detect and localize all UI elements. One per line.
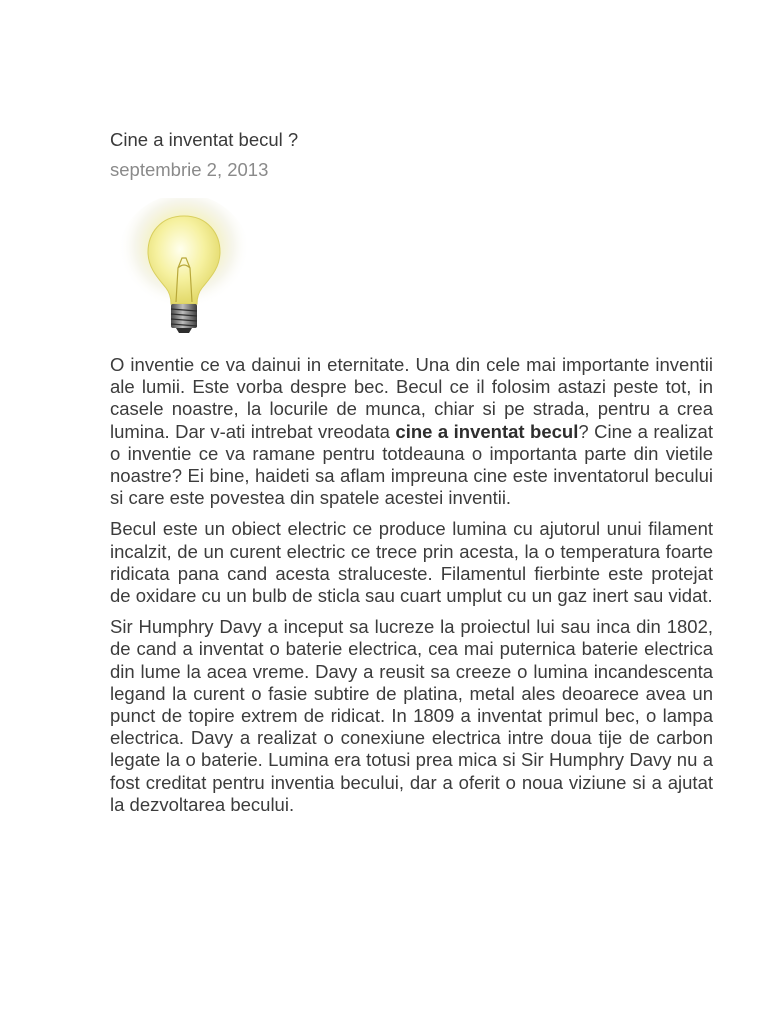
post-title[interactable]: Cine a inventat becul ? bbox=[110, 129, 299, 150]
paragraph-definition: Becul este un obiect electric ce produce lumina cu ajutorul unui filament incalzit, de un curent electric ce trece prin acesta, la o temperatura foarte ridicata pana cand acesta straluceste. Filamentul fierbinte este protejat de oxidare cu un bulb de sticla sau cuart umplut cu un gaz inert sau vidat. bbox=[110, 518, 713, 607]
paragraph-text: O inventie ce va dainui in eternitate. Una din cele mai importante inventii ale lumii. Este vorba despre bec. Becul ce il folosim astazi peste tot, in casele noastre, la locurile de munca, chiar si pe strada, pentru a crea lumina. Dar v-ati intrebat vreodata bbox=[110, 354, 713, 442]
post-date: septembrie 2, 2013 bbox=[110, 159, 269, 180]
post-content bbox=[110, 354, 713, 816]
post-image bbox=[120, 198, 260, 338]
light-bulb-icon bbox=[120, 198, 260, 338]
bold-keyword: cine a inventat becul bbox=[395, 420, 579, 442]
paragraph-history: Sir Humphry Davy a inceput sa lucreze la proiectul lui sau inca din 1802, de cand a inventat o baterie electrica, cea mai puternica baterie electrica din lume la acea vreme. Davy a reusit sa creeze o lumina incandescenta legand la curent o fasie subtire de platina, metal ales deoarece avea un punct de topire extrem de ridicat. In 1809 a inventat primul bec, o lampa electrica. Davy a realizat o conexiune electrica intre doua tije de carbon legate la o baterie. Lumina era totusi prea mica si Sir Humphry Davy nu a fost creditat pentru inventia becului, dar a oferit o noua viziune si a ajutat la dezvoltarea becului. bbox=[110, 616, 713, 815]
blog-post bbox=[110, 128, 713, 825]
paragraph-text: ? Cine a realizat o inventie ce va ramane pentru totdeauna o importanta parte din vietile noastre? Ei bine, haideti sa aflam impreuna cine este inventatorul becului si care este povestea din spatele acestei inventii. bbox=[110, 420, 713, 509]
paragraph-intro bbox=[110, 354, 713, 509]
